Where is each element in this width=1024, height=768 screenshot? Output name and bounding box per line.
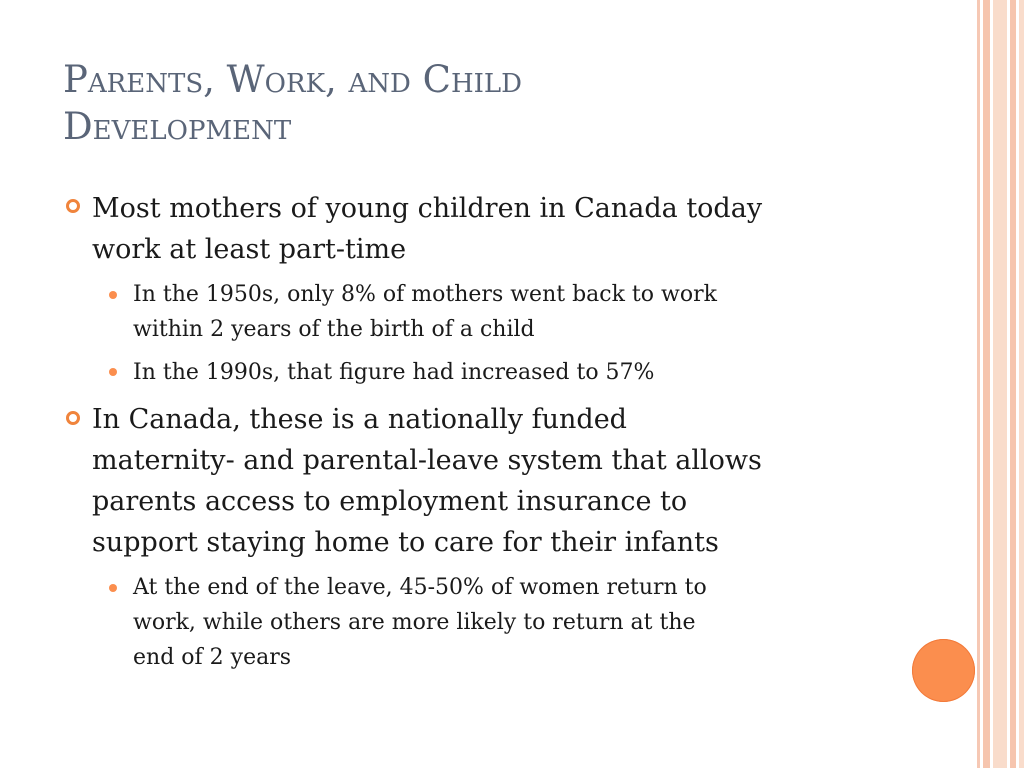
slide-title-line: Parents, Work, and Child — [63, 58, 523, 101]
sub-bullet-line: work, while others are more likely to return at the — [133, 610, 696, 635]
bullet-line: support staying home to care for their infants — [92, 527, 719, 558]
decorative-stripe — [977, 0, 980, 768]
bullet-text — [92, 188, 882, 270]
bullet-line: maternity- and parental-leave system that allows — [92, 445, 762, 476]
decorative-stripe — [1010, 0, 1016, 768]
sub-bullet-dot-icon — [109, 584, 117, 592]
sub-bullet-dot-icon — [109, 291, 117, 299]
sub-bullet-dot-icon — [109, 368, 117, 376]
decorative-stripe — [993, 0, 1007, 768]
bullet-ring-icon — [66, 199, 80, 213]
slide-title-line: Development — [63, 105, 292, 148]
bullet-line: In Canada, these is a nationally funded — [92, 404, 627, 435]
sub-bullet-line: At the end of the leave, 45-50% of women return to — [133, 575, 707, 600]
sub-bullet-text — [133, 570, 893, 675]
decorative-stripe — [983, 0, 990, 768]
sub-bullet-text — [133, 277, 893, 347]
sub-bullet-line: end of 2 years — [133, 645, 292, 670]
bullet-text — [92, 399, 882, 563]
bullet-line: Most mothers of young children in Canada today — [92, 193, 763, 224]
sub-bullet-line: within 2 years of the birth of a child — [133, 317, 535, 342]
sub-bullet-text — [133, 355, 893, 390]
decorative-stripe — [1019, 0, 1024, 768]
bullet-line: parents access to employment insurance to — [92, 486, 688, 517]
sub-bullet-line: In the 1990s, that figure had increased to 57% — [133, 360, 655, 385]
sub-bullet-line: In the 1950s, only 8% of mothers went back to work — [133, 282, 717, 307]
bullet-line: work at least part-time — [92, 234, 407, 265]
bullet-ring-icon — [66, 411, 80, 425]
